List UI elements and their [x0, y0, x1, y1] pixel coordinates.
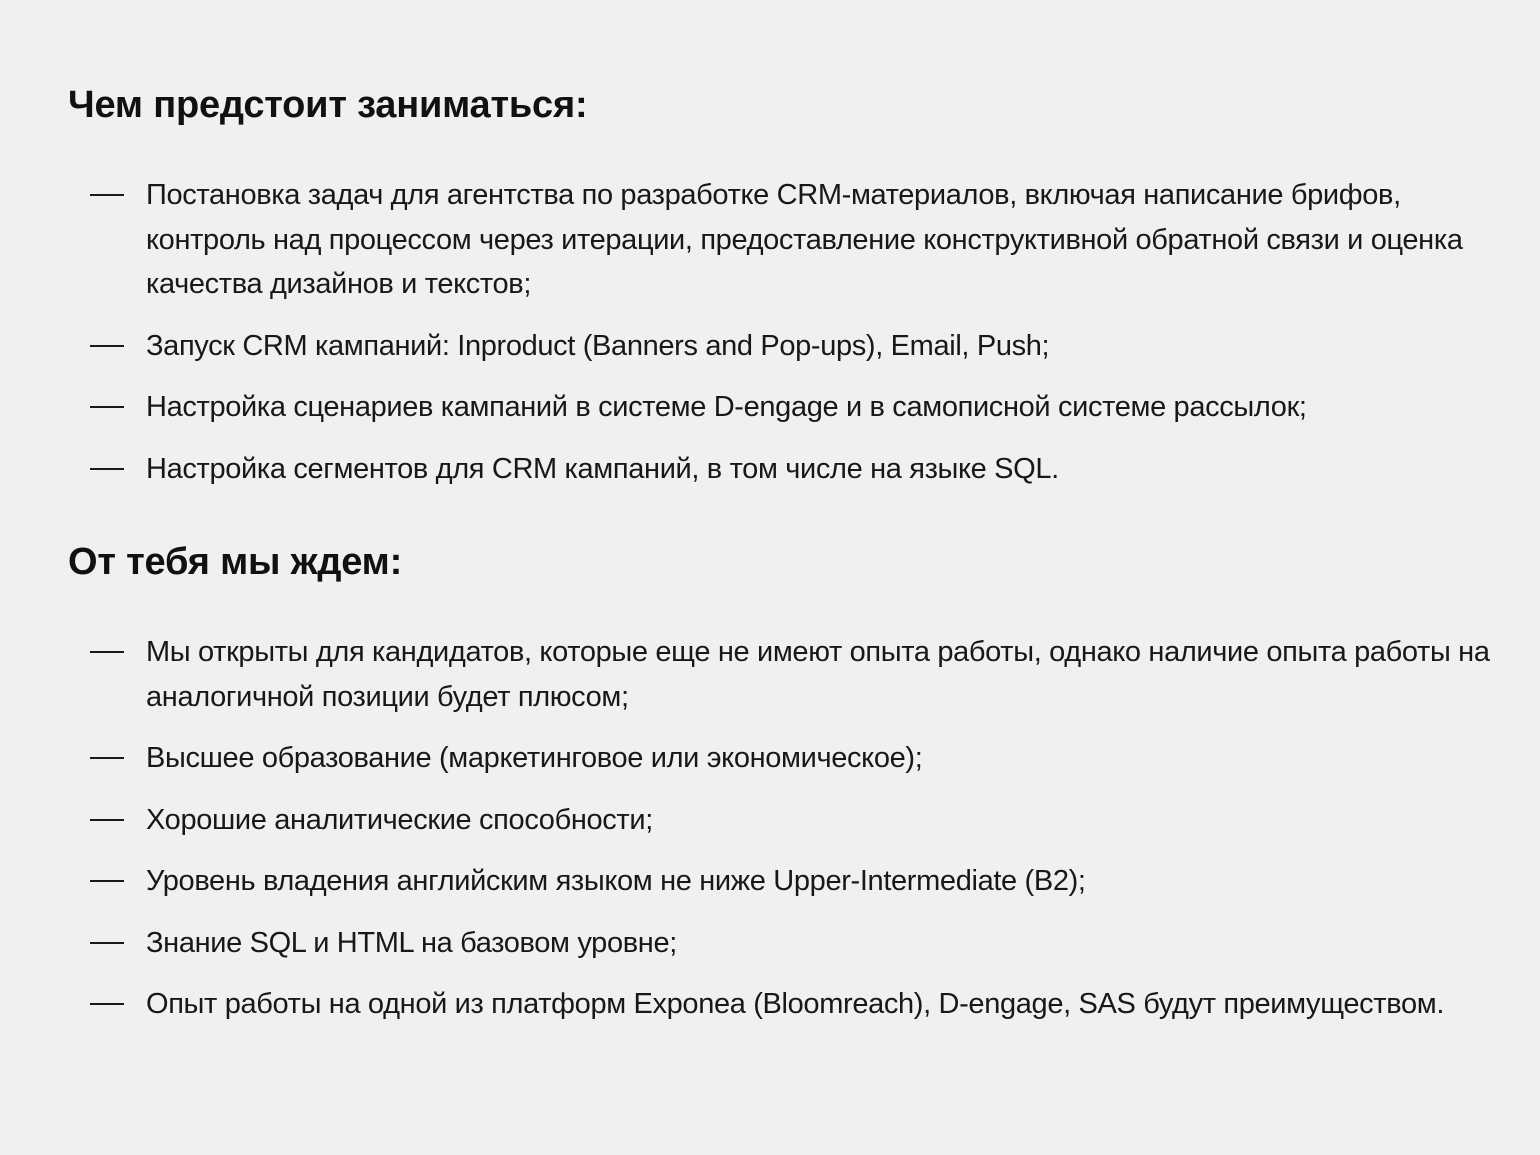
dash-bullet	[90, 406, 124, 408]
responsibilities-list	[68, 173, 1490, 491]
list-item	[68, 385, 1490, 430]
dash-bullet	[90, 345, 124, 347]
list-item	[68, 173, 1490, 307]
dash-bullet	[90, 880, 124, 882]
list-item-text: Опыт работы на одной из платформ Exponea (Bloomreach), D-engage, SAS будут преимуществом.	[146, 988, 1445, 1020]
responsibilities-section	[68, 0, 1490, 540]
list-item-text: Знание SQL и HTML на базовом уровне;	[146, 926, 677, 959]
requirements-heading: От тебя мы ждем:	[68, 541, 403, 583]
dash-bullet	[90, 942, 124, 944]
list-item	[68, 447, 1490, 492]
responsibilities-heading: Чем предстоит заниматься:	[68, 84, 588, 126]
list-item	[68, 798, 1490, 843]
list-item	[68, 982, 1490, 1027]
dash-bullet	[90, 651, 124, 653]
list-item-text: Высшее образование (маркетинговое или экономическое);	[146, 742, 923, 774]
list-item	[68, 736, 1490, 781]
dash-bullet	[90, 194, 124, 196]
list-item-text: Настройка сценариев кампаний в системе D-engage и в самописной системе рассылок;	[146, 391, 1307, 423]
list-item-text: Настройка сегментов для CRM кампаний, в том числе на языке SQL.	[146, 452, 1059, 485]
dash-bullet	[90, 1003, 124, 1005]
requirements-list	[68, 630, 1490, 1027]
requirements-section	[68, 540, 1490, 1027]
dash-bullet	[90, 757, 124, 759]
list-item-text: Уровень владения английским языком не ниже Upper-Intermediate (B2);	[146, 865, 1086, 897]
dash-bullet	[90, 819, 124, 821]
list-item	[68, 921, 1490, 966]
list-item-text: Запуск CRM кампаний: Inproduct (Banners and Pop-ups), Email, Push;	[146, 329, 1050, 362]
list-item	[68, 324, 1490, 369]
list-item-text: Постановка задач для агентства по разработке CRM-материалов, включая написание брифов, контроль над процессом через итерации, предоставление конструктивной обратной связи и оценка качества дизайнов и текстов;	[146, 179, 1463, 300]
list-item	[68, 630, 1490, 719]
list-item-text: Хорошие аналитические способности;	[146, 803, 653, 836]
list-item	[68, 859, 1490, 904]
dash-bullet	[90, 468, 124, 470]
list-item-text: Мы открыты для кандидатов, которые еще не имеют опыта работы, однако наличие опыта работы на аналогичной позиции будет плюсом;	[146, 636, 1490, 713]
